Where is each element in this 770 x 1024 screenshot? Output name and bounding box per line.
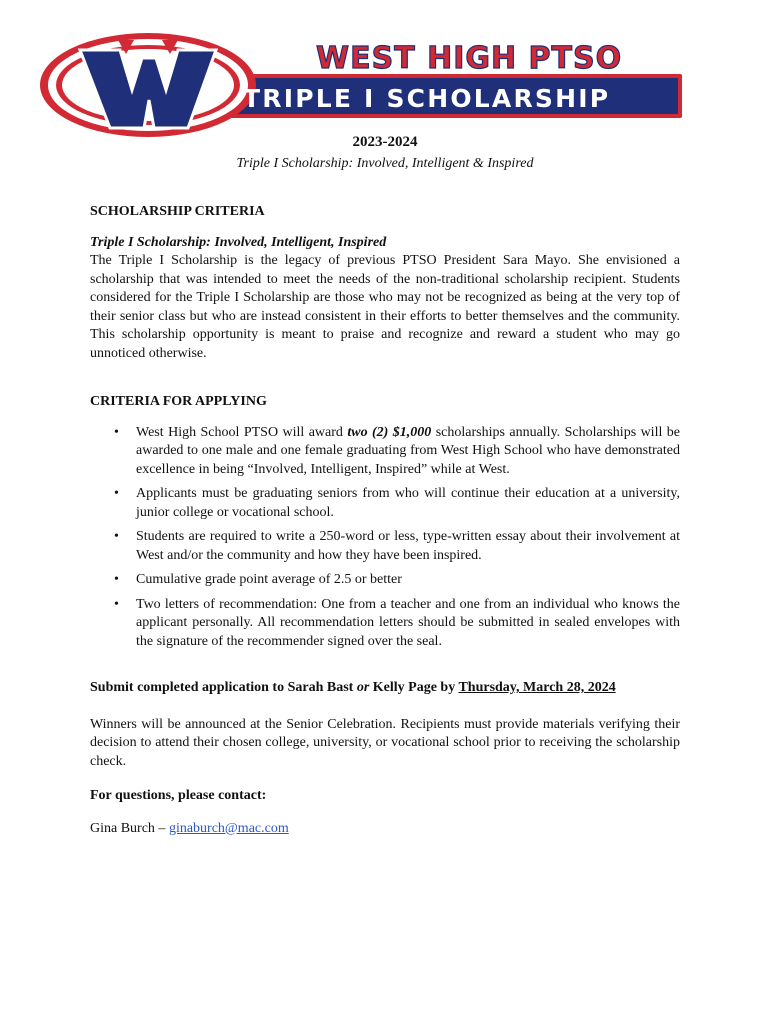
banner-title-line2: TRIPLE I SCHOLARSHIP [243, 84, 611, 113]
contact-name: Gina Burch – [90, 820, 169, 836]
applying-heading: CRITERIA FOR APPLYING [90, 394, 267, 409]
bullet-icon: • [114, 486, 119, 501]
contact-email-link[interactable]: ginaburch@mac.com [168, 820, 289, 836]
w-logo-icon [40, 33, 256, 137]
contact-heading: For questions, please contact: [90, 788, 267, 803]
deadline-date: Thursday, March 28, 2024 [458, 680, 616, 695]
bullet-icon: • [114, 529, 119, 544]
list-item: • Applicants must be graduating seniors from who will continue their education at a university, junior college or vocational school. [114, 486, 680, 520]
winners-paragraph: Winners will be announced at the Senior Celebration. Recipients must provide materials verifying their decision to attend their chosen college, university, or vocational school prior to receiving the scholarship check. [90, 716, 680, 769]
bullet-icon: • [114, 596, 119, 612]
list-item: • Cumulative grade point average of 2.5 or better [90, 571, 680, 590]
list-item: • West High School PTSO will award two (2) $1,000 scholarships annually. Scholarships will be awarded to one male and one female graduating from West High School who have demonstrated excellence in being “Involved, Intelligent, Inspired” while at West. [114, 424, 681, 477]
bullet-icon: • [114, 424, 119, 440]
criteria-subheading: Triple I Scholarship: Involved, Intelligent, Inspired [90, 234, 387, 250]
criteria-body: The Triple I Scholarship is the legacy of previous PTSO President Sara Mayo. She envisioned a scholarship that was intended to meet the needs of the non-traditional scholarship recipient. Students considered for the Triple I Scholarship are those who may not be recognized as being at the very top of their senior class but who are instead consistent in their efforts to better themselves and the community. This scholarship opportunity is meant to praise and recognize and reward a student who may go unnoticed otherwise. [90, 253, 680, 361]
criteria-heading: SCHOLARSHIP CRITERIA [90, 204, 265, 219]
bullet-icon: • [114, 572, 119, 587]
document-subtitle: Triple I Scholarship: Involved, Intelligent & Inspired [236, 155, 534, 171]
list-item: • Students are required to write a 250-word or less, type-written essay about their involvement at West and/or the community and how they have been inspired. [114, 529, 680, 563]
award-amount: two (2) $1,000 [347, 424, 432, 440]
banner-title-line1: WEST HIGH PTSO [316, 41, 623, 76]
submit-instructions: Submit completed application to Sarah Bast or Kelly Page by Thursday, March 28, 2024 [90, 680, 616, 695]
contact-line [90, 820, 680, 839]
list-item: • Two letters of recommendation: One from a teacher and one from an individual who knows the applicant personally. All recommendation letters should be submitted in sealed envelopes with the signature of the recommender signed over the seal. [114, 596, 680, 649]
document-body [90, 130, 680, 838]
school-year: 2023-2024 [352, 134, 418, 150]
criteria-list [90, 424, 680, 652]
